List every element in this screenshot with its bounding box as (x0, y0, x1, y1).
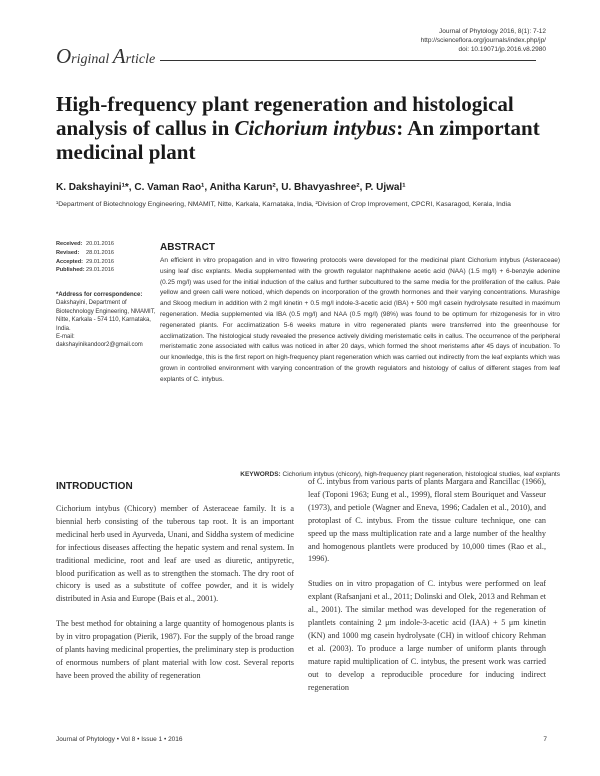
body-column-left (56, 503, 294, 695)
paragraph: Studies on in vitro propagation of C. intybus were performed on leaf explant (Rafsanjani et al., 2011; Dolinski and Olek, 2013 and Rehman et al., 2001). The similar method was developed for the regeneration of plantlets containing 2 μm indole-3-acetic acid (IAA) + 5 μm kinetin (KN) and 1000 mg casein hydrolysate (CH) in witloof chicory Rehman et al. (2003). To produce a large number of uniform plants through mature rapid multiplication of C. intybus, the present work was carried out to develop a reproducible procedure for inducing indirect regeneration (308, 579, 546, 692)
body-column-right (308, 476, 546, 707)
abstract-heading: ABSTRACT (160, 242, 215, 253)
author-list: K. Dakshayini¹*, C. Vaman Rao¹, Anitha Karun², U. Bhavyashree², P. Ujwal¹ (56, 182, 406, 193)
accepted-date: 29.01.2016 (86, 258, 114, 265)
correspondence-heading: *Address for correspondence: (56, 292, 143, 298)
footer-journal: Journal of Phytology (56, 736, 115, 743)
published-date: 29.01.2016 (86, 267, 114, 274)
paragraph: The best method for obtaining a large quantity of homogenous plants is by in vitro propagation (Pierik, 1987). For the supply of the broad range of plants having medicinal properties, the preliminary step is production of enormous numbers of plant material with low cost. Several reports have been proved the ability of regeneration (56, 619, 294, 680)
doi[interactable]: doi: 10.19071/jp.2016.v8.2980 (458, 46, 546, 54)
paragraph: of C. intybus from various parts of plants Margara and Rancillac (1966), leaf (Toponi 1963; Eung et al., 1999), floral stem Bouriquet and Vasseur (1973), and petiole (Wagner and Eneva, 1996; Cadalen et al., 2010), and protoplast of C. intybus. From the tissue culture technique, one can speed up the mass multiplication rate and a large number of the healthy and homogenous plantlets were produced by 10,000 times (Rao et al., 1996). (308, 477, 546, 564)
article-dates: Received: 20.01.2016 Revised: 28.01.2016 Accepted: 29.01.2016 Published:29.01.2016 (56, 241, 114, 274)
correspondence-email[interactable]: E-mail: dakshayinikandoor2@gmail.com (56, 334, 143, 349)
footer-volume: Vol 8 (120, 736, 136, 743)
revised-date: 28.01.2016 (86, 249, 114, 256)
correspondence (56, 291, 156, 350)
paragraph: Cichorium intybus (Chicory) member of Asteraceae family. It is a biennial herb consisting of the tuberous tap root. It is an important medicinal herb used in Ayurveda, Unani, and Siddha system of medicine for infectious diseases affecting the hepatic system and renal system. In traditional medicine, root and leaf are used as diuretic, antipyretic, blood purification as well as to strengthen the stomach. The dry root of chicory is used as a substitute of coffee powder, and it is widely distributed in Asia and Europe (Bais et al., 2001). (56, 504, 294, 604)
journal-citation: Journal of Phytology 2016, 8(1): 7-12 (439, 28, 546, 35)
article-title: High-frequency plant regeneration and histological analysis of callus in Cichorium intybus: An zimportant medicinal plant (56, 92, 540, 164)
footer-year: 2016 (168, 736, 183, 743)
affiliations: ¹Department of Biotechnology Engineering, NMAMIT, Nitte, Karkala, Karnataka, India, ²Division of Crop Improvement, CPCRI, Kasaragod, Kerala, India (56, 201, 511, 208)
correspondence-address: Dakshayini, Department of Biotechnology Engineering, NMAMIT, Nitte, Karkala - 574 110, Karnataka, India. (56, 300, 156, 332)
page-footer: Journal of Phytology • Vol 8 • Issue 1 • 2016 7 (56, 736, 547, 743)
abstract-body: An efficient in vitro propagation and in vitro flowering protocols were developed for the medicinal plant Cichorium intybus (Asteraceae) using leaf disc explants. Media supplemented with the growth regulator naphthalene acetic acid (NAA) (1.5 mg/l) + 6-benzyle adenine (0.25 mg/l) was used for the initial induction of the callus and further subcultured to the same media for the proliferation of the callus. Pale yellow and green calli were noticed, which depends on incorporation of the growth hormones and their varying concentrations. Murashige and Skoog medium in addition with 2 mg/l kinetin + 0.5 mg/l indole-3-acetic acid (IBA) + 500 mg/l casein hydrolysate resulted in maximum regeneration. Media supplemented via IBA (0.5 mg/l) and NAA (0.5 mg/l) (98%) was found to be optimum for rhizogenesis for in vitro regenerated plants. For acclimatization 5-6 weeks mature in vitro regenerated plants were transferred into the greenhouse for acclimatization. The histological study revealed the presence actively dividing meristematic cells in callus. The occurrence of the peripheral meristematic zone associated with callus was noticed in after 20 days, which formed the shoot meristems after 45 days of incubation. To our knowledge, this is the first report on high-frequency plant regeneration which was carried out indirectly from the leaf explants which was grown in controlled environment with varying concentration of the growth regulators and histology of callus of different stages from leaf explants of C. intybus. (160, 257, 560, 383)
received-date: 20.01.2016 (86, 241, 114, 247)
article-type-banner (56, 40, 536, 66)
journal-url[interactable]: http://scienceflora.org/journals/index.php/jp/ (420, 37, 546, 45)
header-rule (160, 60, 536, 61)
article-type: Original Article (56, 44, 156, 68)
footer-issue: Issue 1 (141, 736, 163, 743)
page-number: 7 (543, 736, 547, 743)
keywords: KEYWORDS: Cichorium intybus (chicory), high-frequency plant regeneration, histological studies, leaf explants (240, 471, 560, 478)
introduction-heading: INTRODUCTION (56, 481, 133, 492)
